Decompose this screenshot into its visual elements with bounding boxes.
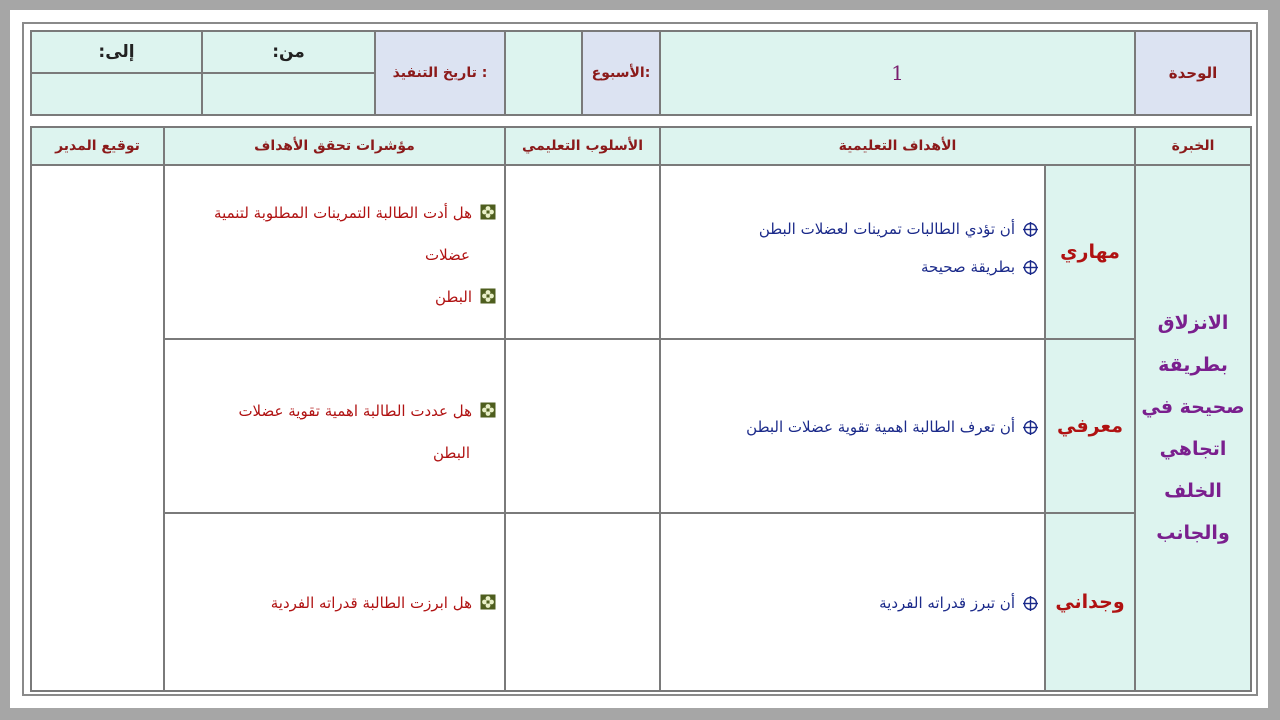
experience-line: بطريقة bbox=[1158, 354, 1228, 376]
experience-line: والجانب bbox=[1156, 522, 1230, 544]
signature-cell bbox=[30, 164, 165, 692]
from-label: من: bbox=[272, 42, 305, 62]
objective-text: أن تبرز قدراته الفردية bbox=[879, 594, 1015, 612]
crosshair-circle-icon bbox=[1023, 222, 1038, 237]
unit-label: الوحدة bbox=[1168, 64, 1218, 82]
col-indicators bbox=[163, 126, 506, 166]
objective-item bbox=[759, 248, 1038, 286]
method-affective-cell bbox=[504, 512, 661, 692]
col-objectives-label: الأهداف التعليمية bbox=[838, 138, 957, 154]
indicators-cognitive-cell bbox=[163, 338, 506, 514]
unit-value: 1 bbox=[891, 61, 904, 85]
indicator-item bbox=[176, 192, 496, 234]
col-objectives bbox=[659, 126, 1136, 166]
experience-line: الخلف bbox=[1164, 480, 1222, 502]
week-label: الأسبوع: bbox=[591, 65, 651, 81]
from-label-cell bbox=[201, 30, 376, 74]
exec-date-label-cell bbox=[374, 30, 506, 116]
flower-square-icon bbox=[480, 402, 496, 418]
objectives-skill-cell bbox=[659, 164, 1046, 340]
indicator-item bbox=[176, 582, 496, 624]
flower-square-icon bbox=[480, 594, 496, 610]
objectives-cognitive-cell bbox=[659, 338, 1046, 514]
objective-text: بطريقة صحيحة bbox=[921, 258, 1015, 276]
indicator-text-continued: البطن bbox=[433, 444, 470, 462]
objective-item bbox=[759, 210, 1038, 248]
domain-cognitive-cell bbox=[1044, 338, 1136, 514]
unit-label-cell bbox=[1134, 30, 1252, 116]
crosshair-circle-icon bbox=[1023, 260, 1038, 275]
crosshair-circle-icon bbox=[1023, 420, 1038, 435]
indicator-text: هل عددت الطالبة اهمية تقوية عضلات bbox=[238, 402, 472, 420]
objectives-cognitive-list bbox=[746, 408, 1038, 446]
experience-cell bbox=[1134, 164, 1252, 692]
objectives-skill-list bbox=[759, 210, 1038, 286]
crosshair-circle-icon bbox=[1023, 596, 1038, 611]
experience-line: اتجاهي bbox=[1159, 438, 1227, 460]
week-label-cell bbox=[581, 30, 661, 116]
indicators-affective-cell bbox=[163, 512, 506, 692]
indicators-cognitive-list bbox=[176, 390, 496, 474]
experience-text bbox=[1141, 302, 1244, 554]
exec-date-label: تاريخ التنفيذ : bbox=[392, 65, 488, 81]
method-cognitive-cell bbox=[504, 338, 661, 514]
col-indicators-label: مؤشرات تحقق الأهداف bbox=[254, 138, 415, 154]
col-experience bbox=[1134, 126, 1252, 166]
from-value-cell bbox=[201, 72, 376, 116]
experience-line: صحيحة في bbox=[1141, 396, 1245, 418]
col-signature-label: توقيع المدير bbox=[55, 138, 140, 154]
indicator-text-continued: عضلات bbox=[424, 246, 470, 264]
objectives-affective-list bbox=[879, 584, 1038, 622]
flower-square-icon bbox=[480, 204, 496, 220]
indicator-item bbox=[176, 276, 496, 318]
domain-affective-cell bbox=[1044, 512, 1136, 692]
indicator-text: هل أدت الطالبة التمرينات المطلوبة لتنمية bbox=[214, 204, 472, 222]
col-method-label: الأسلوب التعليمي bbox=[521, 138, 644, 154]
col-experience-label: الخبرة bbox=[1171, 138, 1215, 154]
objectives-affective-cell bbox=[659, 512, 1046, 692]
objective-text: أن تؤدي الطالبات تمرينات لعضلات البطن bbox=[758, 220, 1015, 238]
indicator-text: هل ابرزت الطالبة قدراته الفردية bbox=[270, 594, 472, 612]
indicator-text: البطن bbox=[435, 288, 472, 306]
objective-item bbox=[879, 584, 1038, 622]
unit-value-cell bbox=[659, 30, 1136, 116]
col-method bbox=[504, 126, 661, 166]
col-signature bbox=[30, 126, 165, 166]
experience-line: الانزلاق bbox=[1157, 312, 1229, 334]
indicator-item bbox=[176, 390, 496, 432]
domain-cognitive-label: معرفي bbox=[1057, 415, 1123, 437]
objective-item bbox=[746, 408, 1038, 446]
flower-square-icon bbox=[480, 288, 496, 304]
indicators-affective-list bbox=[176, 582, 496, 624]
method-skill-cell bbox=[504, 164, 661, 340]
indicators-skill-cell bbox=[163, 164, 506, 340]
domain-affective-label: وجداني bbox=[1055, 591, 1125, 613]
to-label: إلى: bbox=[98, 42, 135, 62]
domain-skill-label: مهاري bbox=[1060, 241, 1120, 263]
domain-skill-cell bbox=[1044, 164, 1136, 340]
to-label-cell bbox=[30, 30, 203, 74]
to-value-cell bbox=[30, 72, 203, 116]
indicators-skill-list bbox=[176, 192, 496, 318]
objective-text: أن تعرف الطالبة اهمية تقوية عضلات البطن bbox=[746, 418, 1015, 436]
week-value-cell bbox=[504, 30, 583, 116]
